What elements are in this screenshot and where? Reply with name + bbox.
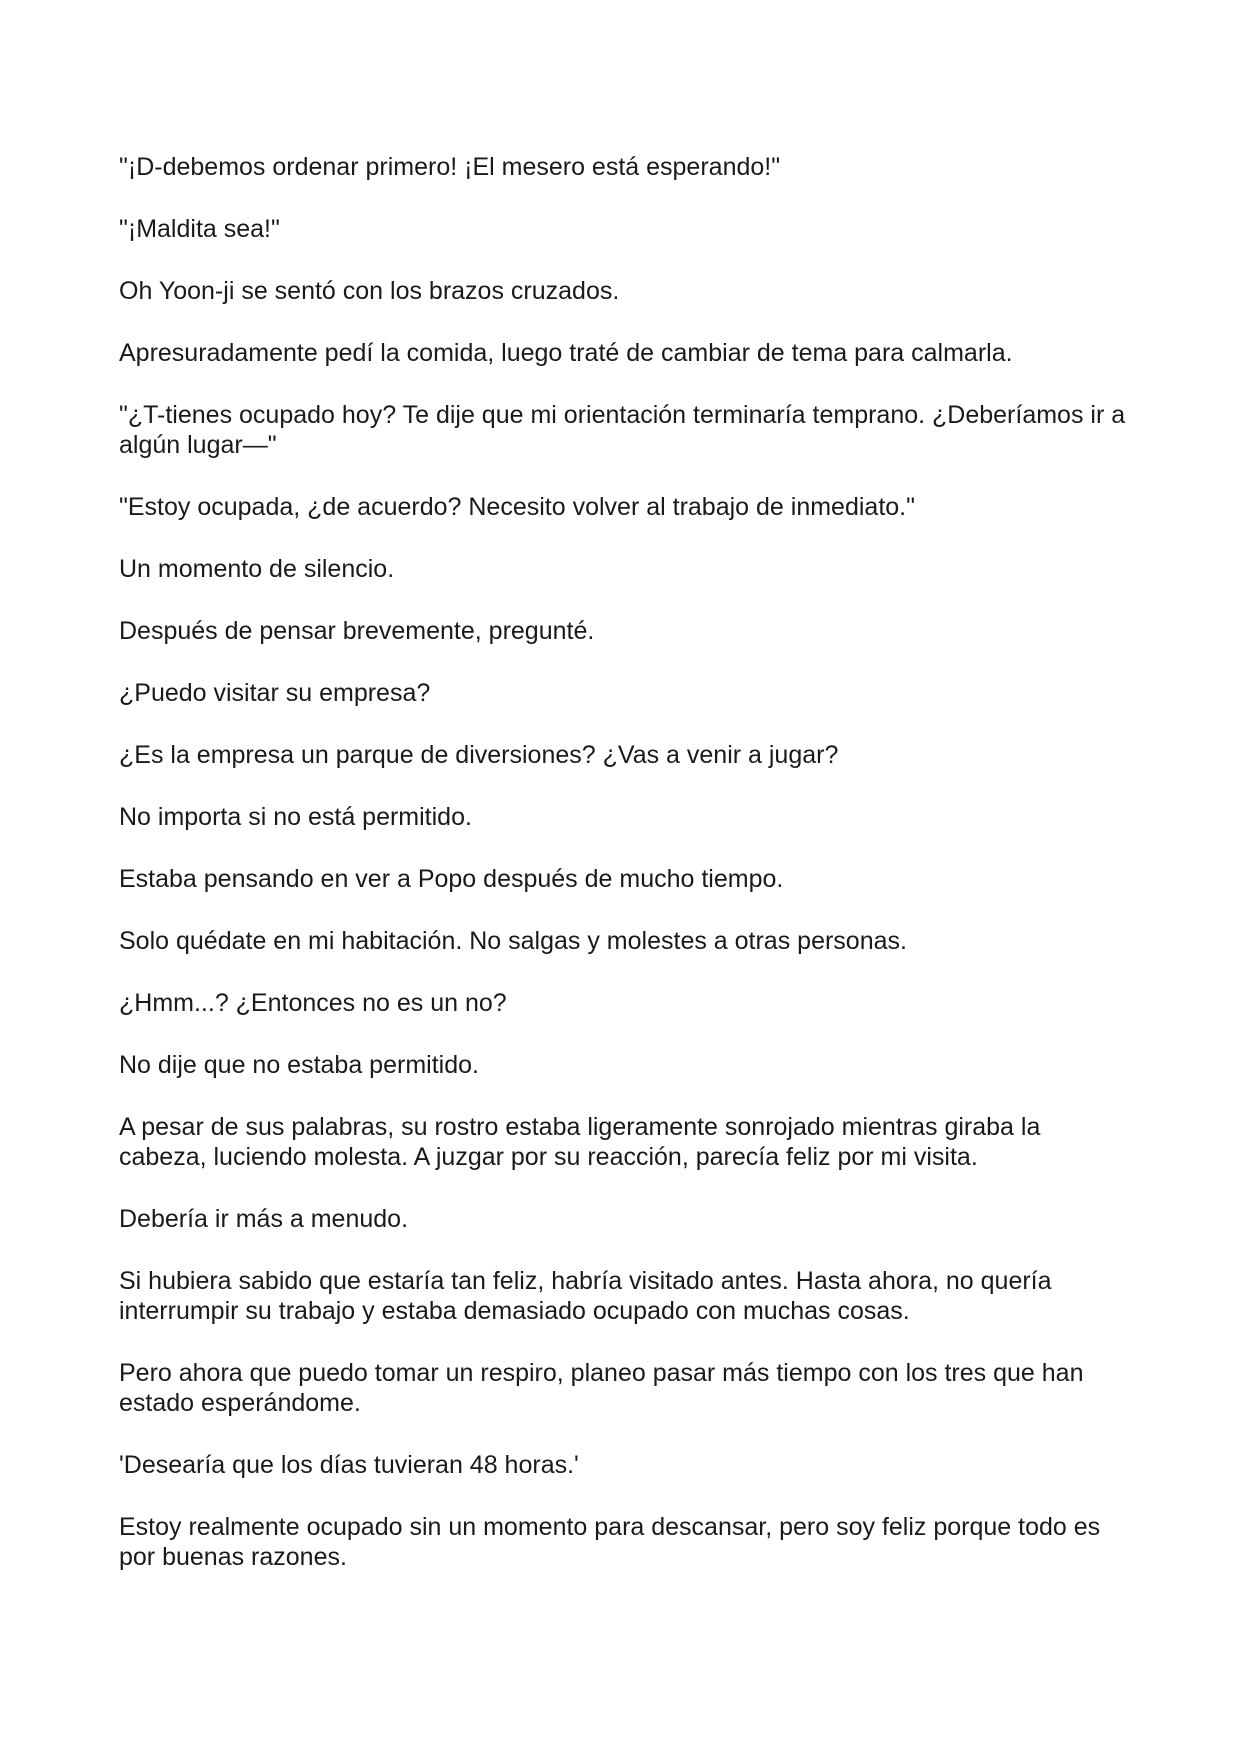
paragraph: A pesar de sus palabras, su rostro estaba ligeramente sonrojado mientras giraba la cabeza, luciendo molesta. A juzgar por su reacción, parecía feliz por mi visita. bbox=[119, 1113, 1041, 1171]
paragraph: Apresuradamente pedí la comida, luego traté de cambiar de tema para calmarla. bbox=[119, 339, 1013, 367]
paragraph: ¿Hmm...? ¿Entonces no es un no? bbox=[119, 989, 507, 1017]
paragraph: Después de pensar brevemente, pregunté. bbox=[119, 617, 595, 645]
paragraph: Debería ir más a menudo. bbox=[119, 1205, 409, 1233]
paragraph: "Estoy ocupada, ¿de acuerdo? Necesito volver al trabajo de inmediato." bbox=[119, 493, 915, 521]
paragraph: No importa si no está permitido. bbox=[119, 803, 472, 831]
paragraph: "¿T-tienes ocupado hoy? Te dije que mi orientación terminaría temprano. ¿Deberíamos ir a algún lugar—" bbox=[119, 401, 1126, 459]
paragraph: ¿Es la empresa un parque de diversiones? ¿Vas a venir a jugar? bbox=[119, 741, 839, 769]
paragraph: Si hubiera sabido que estaría tan feliz, habría visitado antes. Hasta ahora, no quería interrumpir su trabajo y estaba demasiado ocupado con muchas cosas. bbox=[119, 1267, 1052, 1325]
paragraph: "¡Maldita sea!" bbox=[119, 215, 280, 243]
paragraph: Pero ahora que puedo tomar un respiro, planeo pasar más tiempo con los tres que han estado esperándome. bbox=[119, 1359, 1084, 1417]
paragraph: Un momento de silencio. bbox=[119, 555, 395, 583]
paragraph: Oh Yoon-ji se sentó con los brazos cruzados. bbox=[119, 277, 620, 305]
paragraph: Solo quédate en mi habitación. No salgas y molestes a otras personas. bbox=[119, 927, 907, 955]
paragraph: "¡D-debemos ordenar primero! ¡El mesero está esperando!" bbox=[119, 153, 781, 181]
paragraph: Estaba pensando en ver a Popo después de mucho tiempo. bbox=[119, 865, 784, 893]
document-body bbox=[119, 152, 1129, 1604]
paragraph: Estoy realmente ocupado sin un momento para descansar, pero soy feliz porque todo es por buenas razones. bbox=[119, 1513, 1101, 1571]
paragraph: 'Desearía que los días tuvieran 48 horas.' bbox=[119, 1451, 579, 1479]
paragraph: No dije que no estaba permitido. bbox=[119, 1051, 479, 1079]
paragraph: ¿Puedo visitar su empresa? bbox=[119, 679, 431, 707]
